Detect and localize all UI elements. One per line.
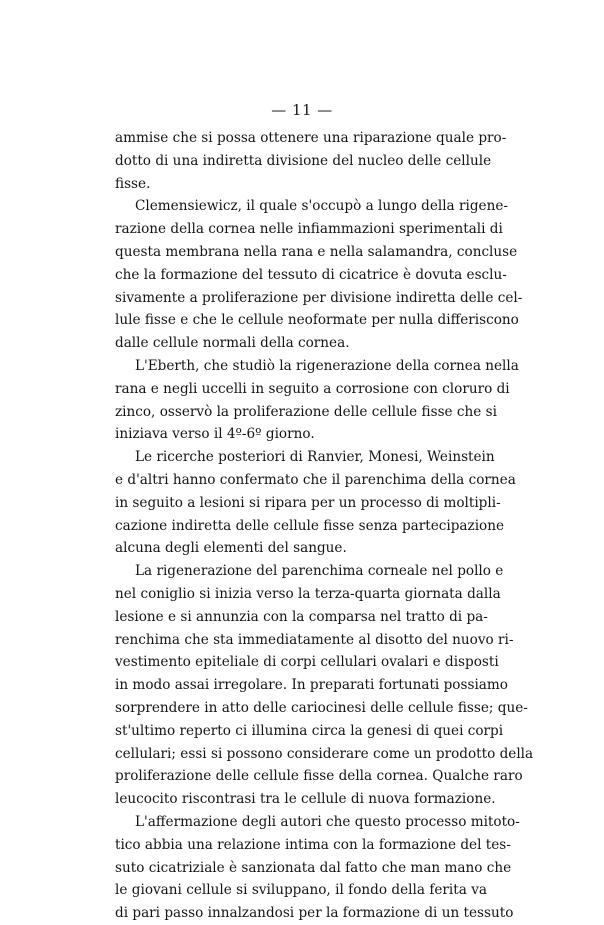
- text-line: zinco, osservò la proliferazione delle cellule fisse che si: [115, 403, 497, 420]
- text-line: in seguito a lesioni si ripara per un processo di moltipli-: [115, 494, 501, 511]
- text-line: cazione indiretta delle cellule fisse senza partecipazione: [115, 517, 505, 534]
- text-line: nel coniglio si inizia verso la terza-quarta giornata dalla: [115, 585, 501, 602]
- text-line: Le ricerche posteriori di Ranvier, Monesi, Weinstein: [135, 449, 495, 466]
- text-line: st'ultimo reperto ci illumina circa la genesi di quei corpi: [115, 722, 504, 739]
- paragraph: [115, 560, 534, 811]
- text-line: ammise che si possa ottenere una riparazione quale pro-: [115, 130, 507, 146]
- paragraph: [115, 195, 523, 355]
- page-number: — 11 —: [271, 101, 333, 119]
- text-line: renchima che sta immediatamente al disotto del nuovo ri-: [115, 631, 514, 648]
- text-line: dotto di una indiretta divisione del nucleo delle cellule: [115, 152, 492, 169]
- body-text: [115, 127, 534, 925]
- text-line: e d'altri hanno confermato che il parenchima della cornea: [115, 471, 516, 488]
- text-line: L'Eberth, che studiò la rigenerazione della cornea nella: [135, 357, 519, 374]
- text-line: tico abbia una relazione intima con la formazione del tes-: [115, 836, 511, 853]
- text-line: leucocito riscontrasi tra le cellule di nuova formazione.: [115, 791, 496, 808]
- text-line: alcuna degli elementi del sangue.: [115, 540, 347, 557]
- text-line: razione della cornea nelle infiammazioni sperimentali di: [115, 221, 503, 238]
- text-line: iniziava verso il 4º-6º giorno.: [115, 426, 315, 443]
- text-line: di pari passo innalzandosi per la formazione di un tessuto: [115, 905, 514, 922]
- text-line: fisse.: [115, 175, 151, 192]
- text-line: Clemensiewicz, il quale s'occupò a lungo della rigene-: [135, 198, 508, 215]
- paragraph: [115, 446, 516, 560]
- text-line: in modo assai irregolare. In preparati fortunati possiamo: [115, 677, 508, 694]
- text-line: proliferazione delle cellule fisse della cornea. Qualche raro: [115, 768, 523, 785]
- text-line: questa membrana nella rana e nella salamandra, concluse: [115, 243, 518, 260]
- text-line: sorprendere in atto delle cariocinesi delle cellule fisse; que-: [115, 699, 528, 716]
- paragraph: [115, 127, 507, 195]
- text-line: vestimento epiteliale di corpi cellulari ovalari e disposti: [115, 654, 499, 671]
- text-line: suto cicatriziale è sanzionata dal fatto che man mano che: [115, 859, 512, 876]
- text-line: L'affermazione degli autori che questo processo mitoto-: [135, 813, 520, 830]
- text-line: La rigenerazione del parenchima corneale nel pollo e: [135, 563, 504, 580]
- text-line: lesione e si annunzia con la comparsa nel tratto di pa-: [115, 608, 488, 625]
- text-line: rana e negli uccelli in seguito a corrosione con cloruro di: [115, 380, 510, 397]
- text-line: dalle cellule normali della cornea.: [115, 335, 350, 352]
- text-line: sivamente a proliferazione per divisione indiretta delle cel-: [115, 289, 523, 306]
- text-line: lule fisse e che le cellule neoformate per nulla differiscono: [115, 312, 519, 329]
- paragraph: [115, 355, 519, 446]
- paragraph: [115, 811, 520, 925]
- text-line: le giovani cellule si sviluppano, il fondo della ferita va: [115, 882, 487, 899]
- text-line: cellulari; essi si possono considerare come un prodotto della: [115, 745, 534, 762]
- text-line: che la formazione del tessuto di cicatrice è dovuta esclu-: [115, 266, 507, 283]
